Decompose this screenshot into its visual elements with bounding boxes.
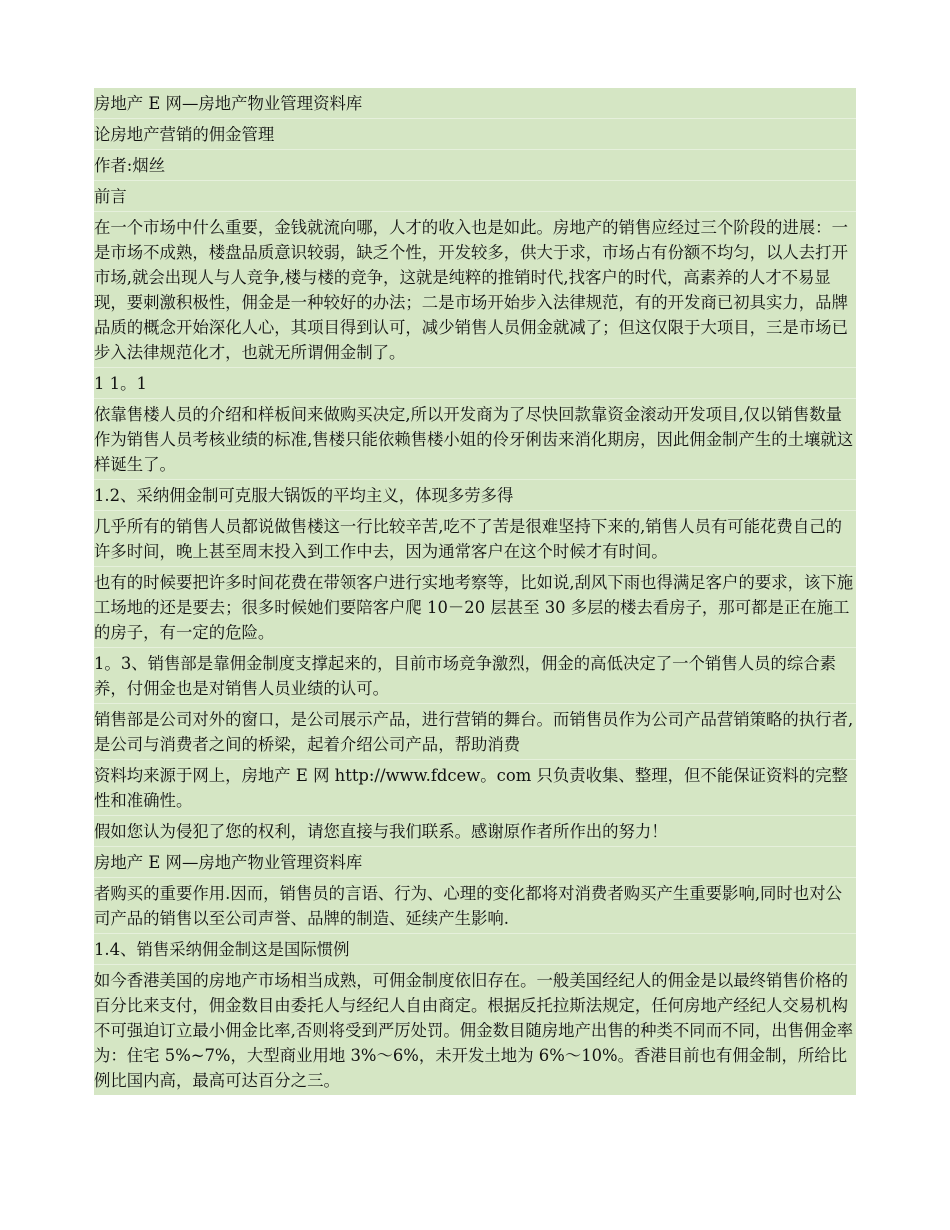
document-title: 论房地产营销的佣金管理 (94, 119, 856, 150)
source-disclaimer: 资料均来源于网上，房地产 E 网 http://www.fdcew。com 只负责收集、整理，但不能保证资料的完整性和准确性。 (94, 760, 856, 816)
document-page (94, 88, 856, 1095)
paragraph: 依靠售楼人员的介绍和样板间来做购买决定,所以开发商为了尽快回款靠资金滚动开发项目,仅以销售数量作为销售人员考核业绩的标准,售楼只能依赖售楼小姐的伶牙俐齿来消化期房，因此佣金制产生的土壤就这样诞生了。 (94, 399, 856, 480)
header-line: 房地产 E 网—房地产物业管理资料库 (94, 88, 856, 119)
section-heading: 1.2、采纳佣金制可克服大锅饭的平均主义，体现多劳多得 (94, 480, 856, 511)
paragraph: 如今香港美国的房地产市场相当成熟，可佣金制度依旧存在。一般美国经纪人的佣金是以最终销售价格的百分比来支付，佣金数目由委托人与经纪人自由商定。根据反托拉斯法规定，任何房地产经纪人交易机构不可强迫订立最小佣金比率,否则将受到严厉处罚。佣金数目随房地产出售的种类不同而不同，出售佣金率为：住宅 5%~7%，大型商业用地 3%～6%，未开发土地为 6%～10%。香港目前也有佣金制，所给比例比国内高，最高可达百分之三。 (94, 971, 854, 1090)
section-heading: 1.4、销售采纳佣金制这是国际惯例 (94, 934, 856, 965)
paragraph: 在一个市场中什么重要，金钱就流向哪，人才的收入也是如此。房地产的销售应经过三个阶段的进展：一是市场不成熟，楼盘品质意识较弱，缺乏个性，开发较多，供大于求，市场占有份额不均匀，以人去打开市场,就会出现人与人竞争,楼与楼的竞争，这就是纯粹的推销时代,找客户的时代，高素养的人才不易显现，要刺激积极性，佣金是一种较好的办法；二是市场开始步入法律规范，有的开发商已初具实力，品牌品质的概念开始深化人心，其项目得到认可，减少销售人员佣金就减了；但这仅限于大项目，三是市场已步入法律规范化才，也就无所谓佣金制了。 (94, 212, 856, 368)
section-heading: 前言 (94, 181, 856, 212)
paragraph: 者购买的重要作用.因而，销售员的言语、行为、心理的变化都将对消费者购买产生重要影响,同时也对公司产品的销售以至公司声誉、品牌的制造、延续产生影响. (94, 878, 856, 934)
section-heading: 1。3、销售部是靠佣金制度支撑起来的，目前市场竞争激烈，佣金的高低决定了一个销售人员的综合素养，付佣金也是对销售人员业绩的认可。 (94, 648, 856, 704)
copyright-notice: 假如您认为侵犯了您的权利，请您直接与我们联系。感谢原作者所作出的努力！ (94, 816, 856, 847)
paragraph: 也有的时候要把许多时间花费在带领客户进行实地考察等，比如说,刮风下雨也得满足客户的要求，该下施工场地的还是要去；很多时候她们要陪客户爬 10－20 层甚至 30 多层的楼去看房子，那可都是正在施工的房子，有一定的危险。 (94, 567, 856, 648)
header-line: 房地产 E 网—房地产物业管理资料库 (94, 847, 856, 878)
author-line: 作者:烟丝 (94, 150, 856, 181)
section-heading: 1 1。1 (94, 368, 856, 399)
paragraph: 几乎所有的销售人员都说做售楼这一行比较辛苦,吃不了苦是很难坚持下来的,销售人员有可能花费自己的许多时间，晚上甚至周末投入到工作中去，因为通常客户在这个时候才有时间。 (94, 511, 856, 567)
paragraph: 销售部是公司对外的窗口，是公司展示产品，进行营销的舞台。而销售员作为公司产品营销策略的执行者,是公司与消费者之间的桥梁，起着介绍公司产品，帮助消费 (94, 704, 856, 760)
